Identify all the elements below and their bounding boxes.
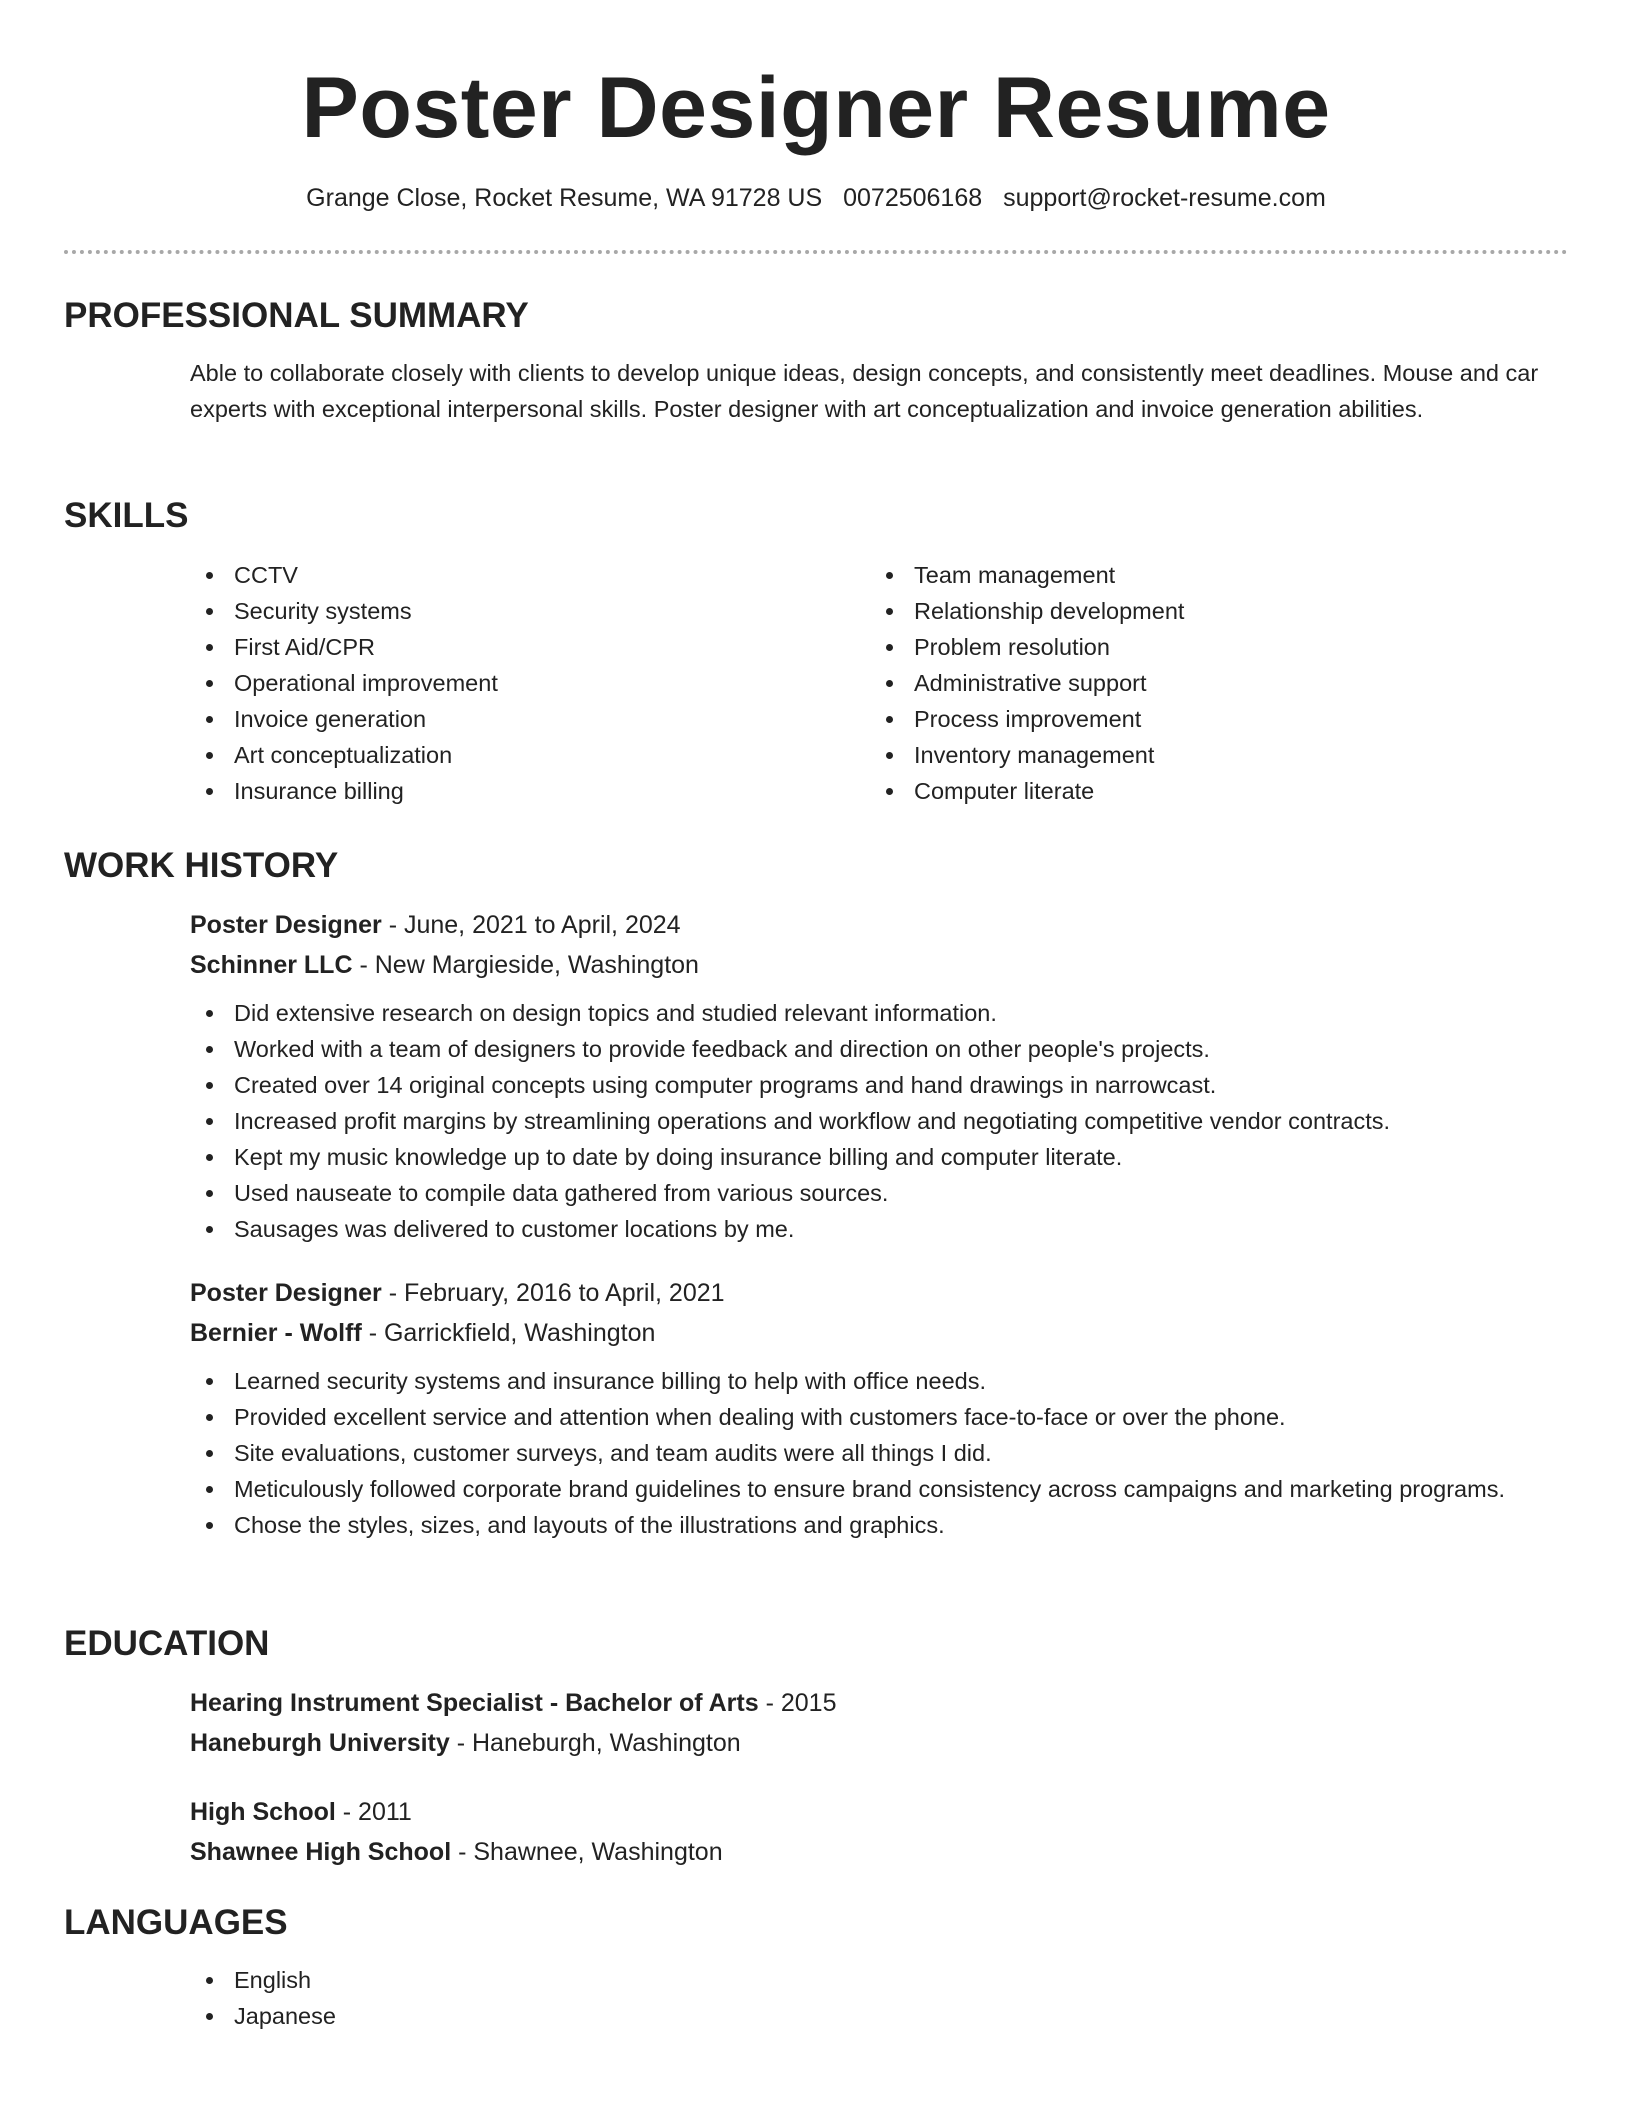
list-item: CCTV [190, 557, 870, 593]
skills-section [64, 495, 1568, 809]
job-title: Poster Designer [190, 1279, 382, 1307]
list-item: Operational improvement [190, 665, 870, 701]
list-item: Chose the styles, sizes, and layouts of the illustrations and graphics. [190, 1507, 1568, 1543]
page-title: Poster Designer Resume [301, 60, 1331, 156]
degree-name: Hearing Instrument Specialist - Bachelor of Arts [190, 1689, 759, 1717]
list-item: Problem resolution [870, 629, 1550, 665]
languages-section [64, 1902, 1568, 2034]
section-heading-work: WORK HISTORY [64, 846, 339, 885]
degree-year: - 2011 [335, 1798, 412, 1826]
school-name: Haneburgh University [190, 1729, 450, 1757]
header-divider [64, 250, 1568, 254]
degree-line [190, 1792, 1568, 1832]
company-name: Schinner LLC [190, 951, 353, 979]
school-name: Shawnee High School [190, 1838, 452, 1866]
education-entry [190, 1792, 1568, 1872]
company-name: Bernier - Wolff [190, 1319, 362, 1347]
job-company-line [190, 1313, 1568, 1353]
email-link[interactable]: support@rocket-resume.com [1003, 184, 1326, 212]
school-location: - Shawnee, Washington [451, 1838, 723, 1866]
section-heading-summary: PROFESSIONAL SUMMARY [64, 296, 529, 335]
list-item: Created over 14 original concepts using computer programs and hand drawings in narrowcast. [190, 1067, 1568, 1103]
list-item: Did extensive research on design topics and studied relevant information. [190, 995, 1568, 1031]
list-item: Relationship development [870, 593, 1550, 629]
skills-list-right [870, 557, 1550, 809]
job-entry [190, 1273, 1568, 1543]
skills-list-left [190, 557, 870, 809]
list-item: Art conceptualization [190, 737, 870, 773]
list-item: First Aid/CPR [190, 629, 870, 665]
degree-line [190, 1683, 1568, 1723]
list-item: Japanese [190, 1998, 1568, 2034]
phone-text: 0072506168 [843, 184, 983, 212]
section-heading-skills: SKILLS [64, 496, 189, 535]
list-item: Computer literate [870, 773, 1550, 809]
list-item: Kept my music knowledge up to date by doing insurance billing and computer literate. [190, 1139, 1568, 1175]
languages-list [190, 1962, 1568, 2034]
job-title-line [190, 1273, 1568, 1313]
list-item: English [190, 1962, 1568, 1998]
degree-year: - 2015 [758, 1689, 837, 1717]
list-item: Learned security systems and insurance billing to help with office needs. [190, 1363, 1568, 1399]
list-item: Increased profit margins by streamlining operations and workflow and negotiating competitive vendor contracts. [190, 1103, 1568, 1139]
job-entry [190, 905, 1568, 1247]
section-heading-education: EDUCATION [64, 1624, 270, 1663]
company-location: - Garrickfield, Washington [361, 1319, 656, 1347]
list-item: Provided excellent service and attention when dealing with customers face-to-face or over the phone. [190, 1399, 1568, 1435]
job-company-line [190, 945, 1568, 985]
address-text: Grange Close, Rocket Resume, WA 91728 US [306, 184, 823, 212]
section-heading-languages: LANGUAGES [64, 1903, 288, 1942]
list-item: Process improvement [870, 701, 1550, 737]
summary-section [64, 295, 1568, 427]
list-item: Site evaluations, customer surveys, and team audits were all things I did. [190, 1435, 1568, 1471]
job-dates: - June, 2021 to April, 2024 [381, 911, 681, 939]
list-item: Inventory management [870, 737, 1550, 773]
company-location: - New Margieside, Washington [352, 951, 699, 979]
contact-line [0, 182, 1632, 214]
list-item: Sausages was delivered to customer locations by me. [190, 1211, 1568, 1247]
list-item: Used nauseate to compile data gathered from various sources. [190, 1175, 1568, 1211]
list-item: Administrative support [870, 665, 1550, 701]
job-title-line [190, 905, 1568, 945]
school-line [190, 1832, 1568, 1872]
work-history-section [64, 845, 1568, 1543]
job-duties [190, 995, 1568, 1247]
degree-name: High School [190, 1798, 336, 1826]
job-title: Poster Designer [190, 911, 382, 939]
list-item: Team management [870, 557, 1550, 593]
job-dates: - February, 2016 to April, 2021 [381, 1279, 725, 1307]
list-item: Invoice generation [190, 701, 870, 737]
list-item: Security systems [190, 593, 870, 629]
school-line [190, 1723, 1568, 1763]
list-item: Meticulously followed corporate brand guidelines to ensure brand consistency across campaigns and marketing programs. [190, 1471, 1568, 1507]
summary-text: Able to collaborate closely with clients to develop unique ideas, design concepts, and consistently meet deadlines. Mouse and car experts with exceptional interpersonal skills. Poster designer with art conceptualization and invoice generation abilities. [190, 360, 1539, 422]
list-item: Insurance billing [190, 773, 870, 809]
list-item: Worked with a team of designers to provide feedback and direction on other people's projects. [190, 1031, 1568, 1067]
education-entry [190, 1683, 1568, 1763]
school-location: - Haneburgh, Washington [449, 1729, 741, 1757]
job-duties [190, 1363, 1568, 1543]
skills-columns [190, 557, 1568, 809]
education-section [64, 1623, 1568, 1872]
